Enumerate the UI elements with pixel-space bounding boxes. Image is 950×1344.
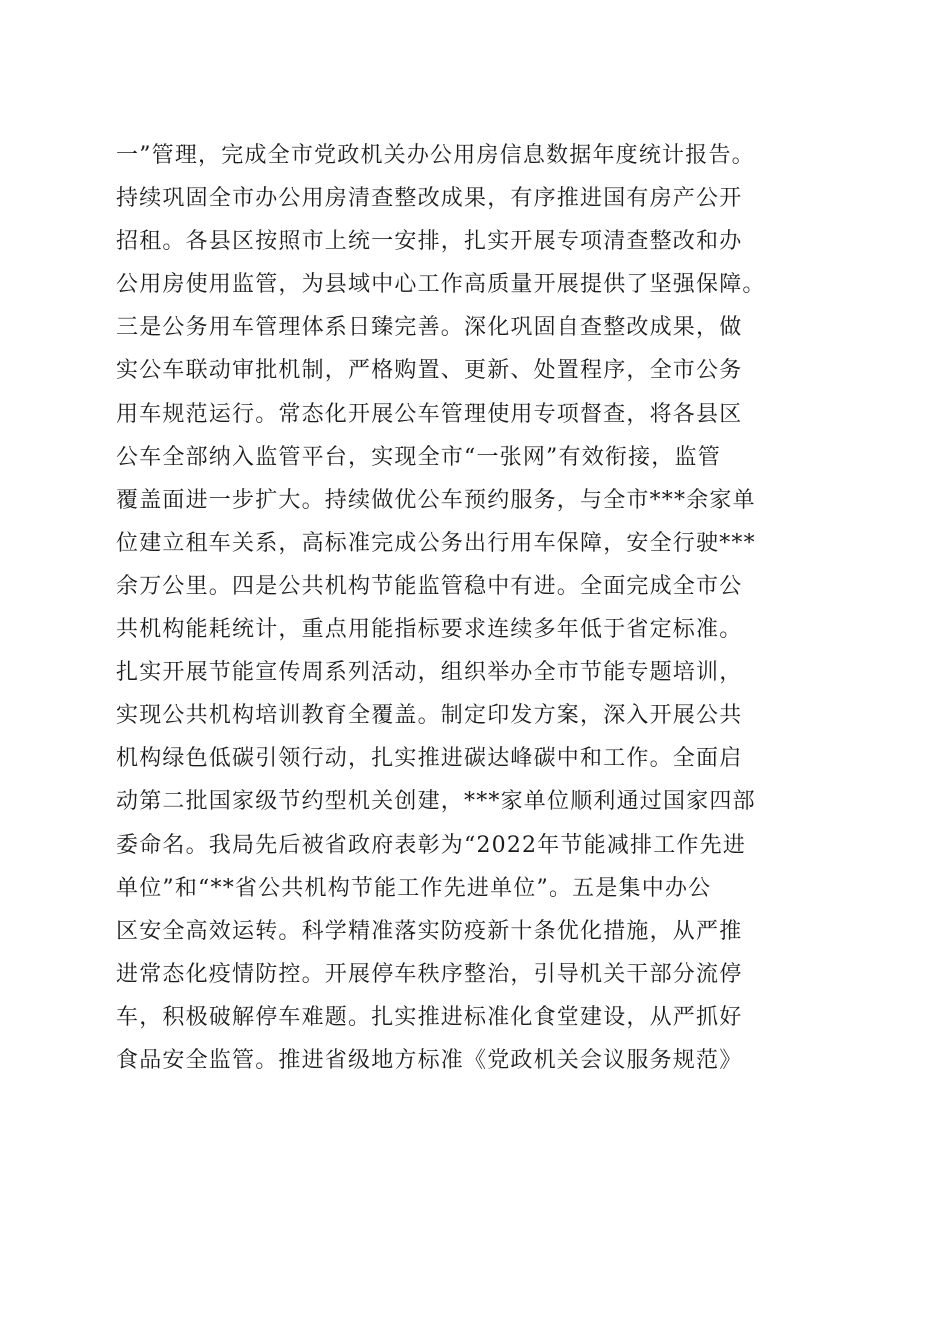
text-line: 持续巩固全市办公用房清查整改成果，有序推进国有房产公开	[116, 186, 743, 212]
text-line: 动第二批国家级节约型机关创建，***家单位顺利通过国家四部	[116, 789, 756, 815]
text-line: 公用房使用监管，为县域中心工作高质量开展提供了坚强保障。	[116, 272, 766, 298]
text-line: 用车规范运行。常态化开展公车管理使用专项督查，将各县区	[116, 401, 743, 427]
text-line: 余万公里。四是公共机构节能监管稳中有进。全面完成全市公	[116, 573, 743, 599]
text-line: 进常态化疫情防控。开展停车秩序整治，引导机关干部分流停	[116, 961, 743, 987]
text-line: 公车全部纳入监管平台，实现全市“一张网”有效衔接，监管	[116, 444, 721, 470]
text-line: 招租。各县区按照市上统一安排，扎实开展专项清查整改和办	[116, 229, 743, 255]
text-line: 区安全高效运转。科学精准落实防疫新十条优化措施，从严推	[116, 918, 743, 944]
text-line: 车，积极破解停车难题。扎实推进标准化食堂建设，从严抓好	[116, 1004, 743, 1030]
text-line: 食品安全监管。推进省级地方标准《党政机关会议服务规范》	[116, 1047, 743, 1073]
text-line: 委命名。我局先后被省政府表彰为“2022年节能减排工作先进	[116, 832, 747, 858]
body-text	[116, 134, 856, 1082]
text-line: 实现公共机构培训教育全覆盖。制定印发方案，深入开展公共	[116, 703, 743, 729]
text-line: 覆盖面进一步扩大。持续做优公车预约服务，与全市***余家单	[116, 487, 756, 513]
text-line: 实公车联动审批机制，严格购置、更新、处置程序，全市公务	[116, 358, 743, 384]
text-line: 位建立租车关系，高标准完成公务出行用车保障，安全行驶***	[116, 530, 756, 556]
text-line: 共机构能耗统计，重点用能指标要求连续多年低于省定标准。	[116, 617, 743, 643]
text-line: 三是公务用车管理体系日臻完善。深化巩固自查整改成果，做	[116, 315, 743, 341]
text-line: 一”管理，完成全市党政机关办公用房信息数据年度统计报告。	[116, 143, 755, 168]
text-line: 单位”和“**省公共机构节能工作先进单位”。五是集中办公	[116, 875, 712, 901]
text-line: 机构绿色低碳引领行动，扎实推进碳达峰碳中和工作。全面启	[116, 746, 743, 772]
text-line: 扎实开展节能宣传周系列活动，组织举办全市节能专题培训，	[116, 660, 743, 686]
